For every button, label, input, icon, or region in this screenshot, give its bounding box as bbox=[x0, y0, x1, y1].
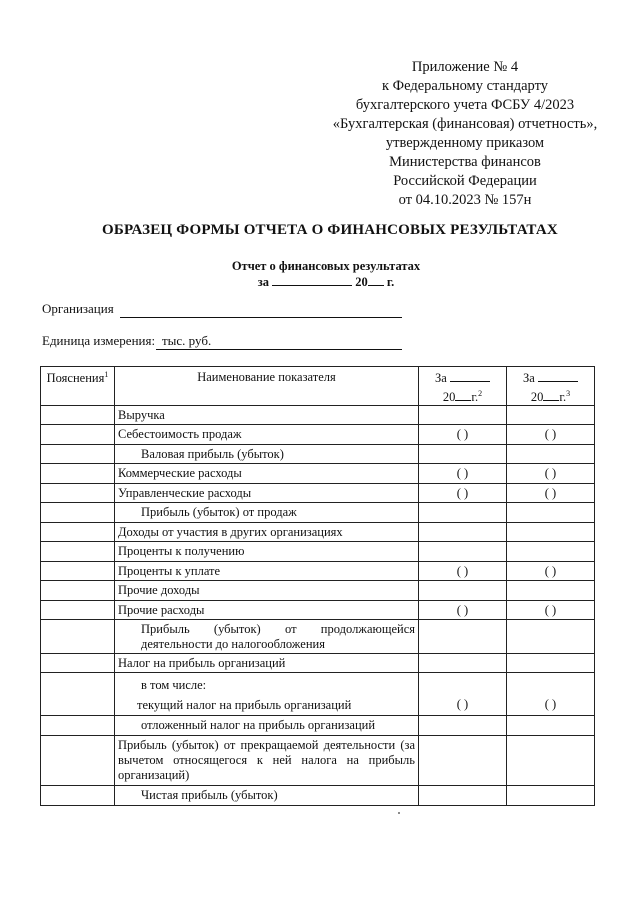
notes-cell bbox=[41, 736, 115, 786]
notes-cell bbox=[41, 673, 115, 716]
header-period-prefix: За bbox=[435, 371, 447, 385]
table-row bbox=[41, 581, 595, 601]
report-period-prefix: за bbox=[257, 275, 269, 289]
value-cell: ( ) bbox=[507, 484, 595, 503]
row-label: Чистая прибыль (убыток) bbox=[115, 786, 419, 806]
value-cell bbox=[507, 786, 595, 806]
notes-cell bbox=[41, 464, 115, 484]
value-cell: ( ) bbox=[507, 425, 595, 445]
table-row bbox=[41, 736, 595, 786]
notes-cell bbox=[41, 484, 115, 503]
table-row bbox=[41, 673, 595, 716]
report-period-date-blank bbox=[272, 274, 352, 286]
table-row bbox=[41, 425, 595, 445]
row-label: Выручка bbox=[115, 406, 419, 425]
header-notes bbox=[41, 367, 115, 406]
unit-label: Единица измерения: bbox=[42, 333, 156, 348]
table-row bbox=[41, 786, 595, 806]
table-row bbox=[41, 523, 595, 542]
notes-cell bbox=[41, 503, 115, 523]
row-label: Проценты к уплате bbox=[115, 562, 419, 581]
report-period-year: 20 bbox=[355, 275, 368, 289]
table-header-row bbox=[41, 367, 595, 406]
value-cell: ( ) bbox=[507, 464, 595, 484]
report-period bbox=[0, 274, 640, 290]
row-label: в том числе: bbox=[141, 678, 207, 693]
value-cell bbox=[507, 620, 595, 654]
appendix-heading bbox=[330, 58, 600, 210]
value-cell bbox=[419, 786, 507, 806]
value-cell: ( ) bbox=[419, 484, 507, 503]
unit-value: тыс. руб. bbox=[162, 333, 212, 348]
header-notes-text: Пояснения bbox=[46, 371, 105, 386]
header-year-suffix: г. bbox=[559, 390, 567, 405]
table-row bbox=[41, 503, 595, 523]
row-label: Прочие расходы bbox=[115, 601, 419, 620]
notes-cell bbox=[41, 542, 115, 562]
report-period-suffix: г. bbox=[386, 275, 395, 289]
notes-cell bbox=[41, 716, 115, 736]
value-cell bbox=[507, 716, 595, 736]
value-cell: ( ) bbox=[419, 562, 507, 581]
notes-cell bbox=[41, 523, 115, 542]
organization-field bbox=[42, 301, 114, 317]
value-cell: ( ) bbox=[419, 673, 507, 716]
notes-cell bbox=[41, 562, 115, 581]
appendix-line: Российской Федерации bbox=[393, 173, 537, 189]
organization-label: Организация bbox=[42, 301, 114, 316]
appendix-line: «Бухгалтерская (финансовая) отчетность», bbox=[332, 116, 598, 132]
notes-cell bbox=[41, 425, 115, 445]
header-year-prefix: 20 bbox=[442, 390, 456, 405]
table-row bbox=[41, 406, 595, 425]
report-title: Отчет о финансовых результатах bbox=[231, 259, 421, 273]
header-notes-footnote: 1 bbox=[104, 370, 109, 379]
notes-cell bbox=[41, 581, 115, 601]
row-label: текущий налог на прибыль организаций bbox=[137, 698, 352, 713]
table-row bbox=[41, 445, 595, 464]
header-indicator: Наименование показателя bbox=[115, 367, 419, 406]
table-row bbox=[41, 484, 595, 503]
row-label: Доходы от участия в других организациях bbox=[115, 523, 419, 542]
notes-cell bbox=[41, 445, 115, 464]
appendix-line: Министерства финансов bbox=[389, 154, 541, 170]
row-label: Проценты к получению bbox=[115, 542, 419, 562]
header-footnote: 2 bbox=[478, 389, 483, 398]
header-footnote: 3 bbox=[566, 389, 571, 398]
row-label: Прибыль (убыток) от прекращаемой деятельности (за вычетом относящегося к ней налога на прибыль организаций) bbox=[115, 736, 419, 786]
scan-dot bbox=[398, 812, 400, 814]
appendix-line: утвержденному приказом bbox=[385, 135, 545, 151]
row-label: Налог на прибыль организаций bbox=[115, 654, 419, 673]
appendix-line: от 04.10.2023 № 157н bbox=[398, 192, 532, 208]
report-title-block bbox=[0, 258, 640, 290]
value-cell bbox=[507, 406, 595, 425]
value-cell bbox=[507, 581, 595, 601]
value-cell: ( ) bbox=[419, 464, 507, 484]
row-label: отложенный налог на прибыль организаций bbox=[115, 716, 419, 736]
form-title: ОБРАЗЕЦ ФОРМЫ ОТЧЕТА О ФИНАНСОВЫХ РЕЗУЛЬТАТАХ bbox=[102, 222, 558, 238]
appendix-line: бухгалтерского учета ФСБУ 4/2023 bbox=[355, 97, 575, 113]
value-cell bbox=[507, 503, 595, 523]
table-row bbox=[41, 620, 595, 654]
report-period-year-blank bbox=[368, 274, 384, 286]
header-period-prefix: За bbox=[523, 371, 535, 385]
header-year-suffix: г. bbox=[471, 390, 479, 405]
appendix-line: к Федеральному стандарту bbox=[381, 78, 549, 94]
row-label: Управленческие расходы bbox=[115, 484, 419, 503]
header-period-current bbox=[419, 367, 507, 406]
row-label-group bbox=[115, 673, 419, 716]
table-row bbox=[41, 542, 595, 562]
notes-cell bbox=[41, 654, 115, 673]
organization-blank-line bbox=[120, 303, 402, 318]
value-cell: ( ) bbox=[419, 601, 507, 620]
table-row bbox=[41, 562, 595, 581]
notes-cell bbox=[41, 620, 115, 654]
value-cell bbox=[507, 542, 595, 562]
value-cell bbox=[419, 716, 507, 736]
value-cell bbox=[419, 445, 507, 464]
header-period-previous bbox=[507, 367, 595, 406]
value-cell bbox=[419, 736, 507, 786]
value-cell bbox=[507, 654, 595, 673]
table-row bbox=[41, 464, 595, 484]
table-row bbox=[41, 601, 595, 620]
unit-field bbox=[42, 333, 212, 349]
row-label: Прибыль (убыток) от продолжающейся деятельности до налогообложения bbox=[115, 620, 419, 654]
value-cell bbox=[419, 523, 507, 542]
value-cell bbox=[419, 406, 507, 425]
row-label: Валовая прибыль (убыток) bbox=[115, 445, 419, 464]
header-year-prefix: 20 bbox=[530, 390, 544, 405]
value-cell bbox=[419, 503, 507, 523]
table-row bbox=[41, 716, 595, 736]
notes-cell bbox=[41, 601, 115, 620]
financial-results-table bbox=[40, 366, 595, 806]
unit-blank-line bbox=[156, 335, 402, 350]
value-cell bbox=[507, 523, 595, 542]
row-label: Прочие доходы bbox=[115, 581, 419, 601]
notes-cell bbox=[41, 786, 115, 806]
value-cell bbox=[419, 542, 507, 562]
value-cell bbox=[507, 736, 595, 786]
value-cell: ( ) bbox=[507, 673, 595, 716]
notes-cell bbox=[41, 406, 115, 425]
row-label: Коммерческие расходы bbox=[115, 464, 419, 484]
table-row bbox=[41, 654, 595, 673]
appendix-line: Приложение № 4 bbox=[411, 59, 519, 75]
row-label: Прибыль (убыток) от продаж bbox=[115, 503, 419, 523]
value-cell: ( ) bbox=[507, 601, 595, 620]
value-cell bbox=[507, 445, 595, 464]
value-cell: ( ) bbox=[419, 425, 507, 445]
value-cell bbox=[419, 654, 507, 673]
value-cell: ( ) bbox=[507, 562, 595, 581]
value-cell bbox=[419, 620, 507, 654]
value-cell bbox=[419, 581, 507, 601]
row-label: Себестоимость продаж bbox=[115, 425, 419, 445]
